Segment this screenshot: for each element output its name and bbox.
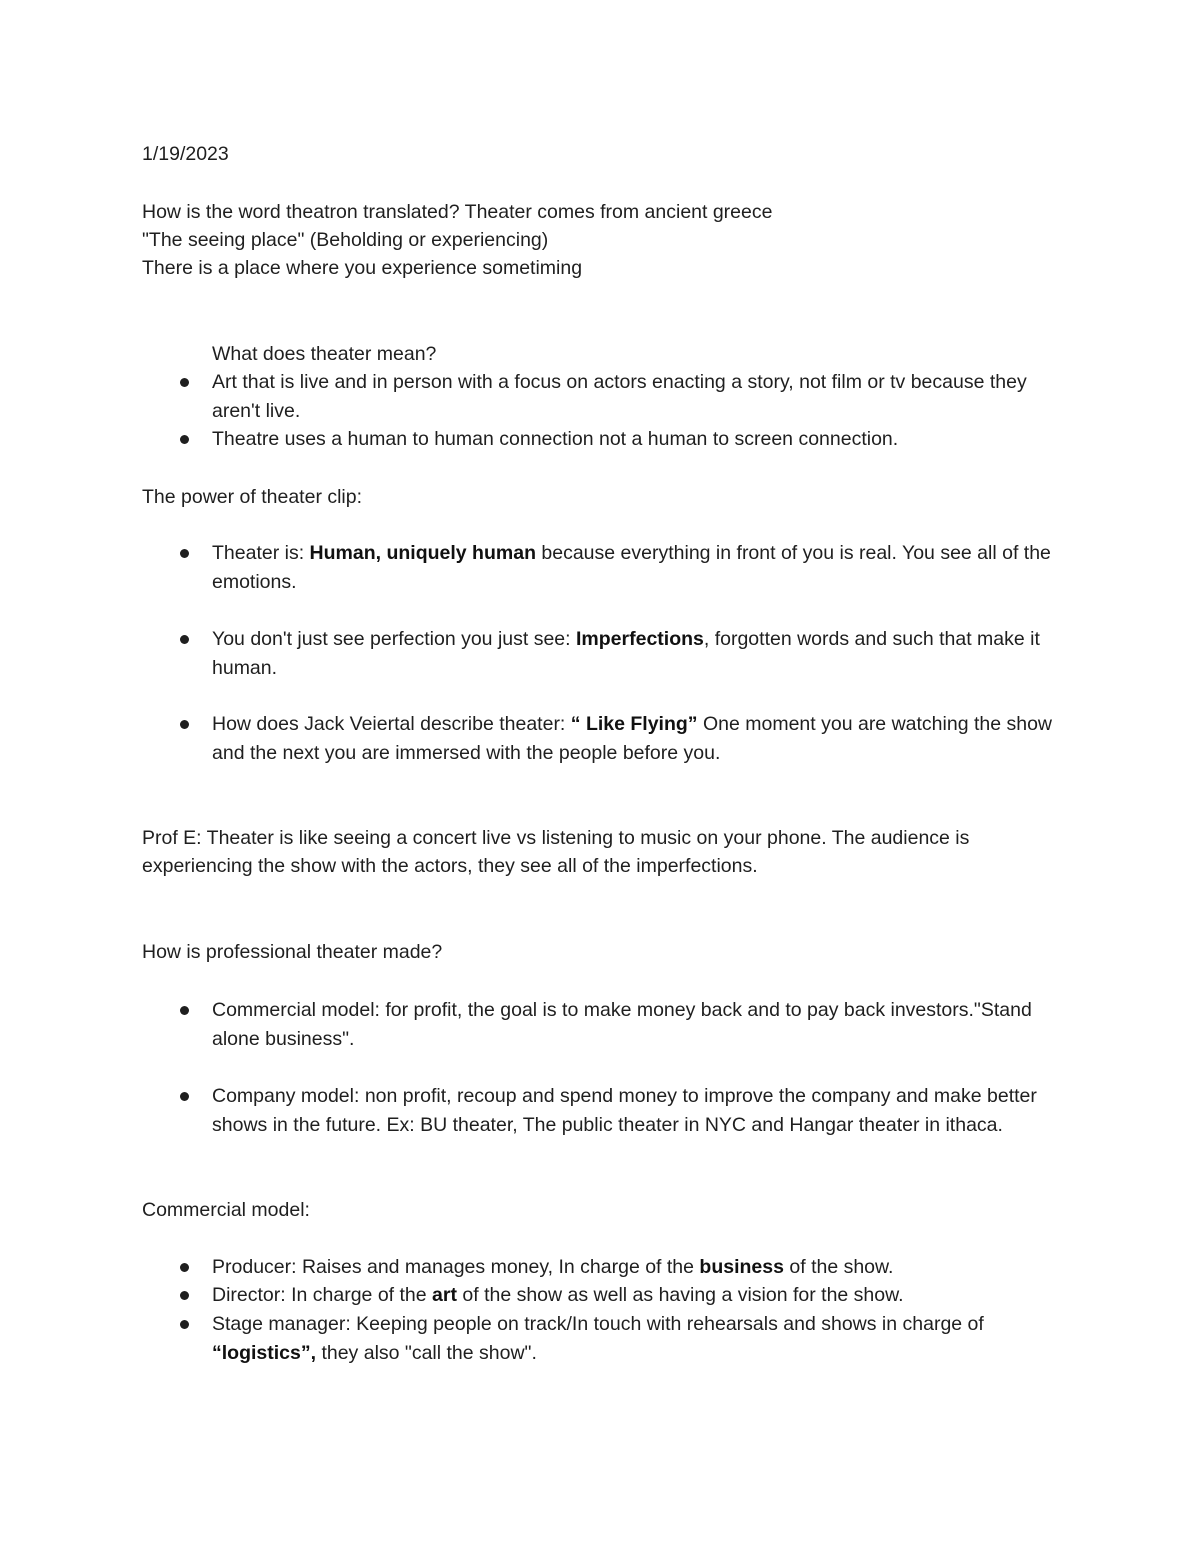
meaning-heading: What does theater mean?	[212, 343, 437, 365]
commercial-heading: Commercial model:	[142, 1199, 310, 1221]
bullet-icon	[180, 1263, 189, 1272]
meaning-item-2: Theatre uses a human to human connection not a human to screen connection.	[212, 428, 899, 450]
prof-line-2: experiencing the show with the actors, they see all of the imperfections.	[142, 855, 758, 877]
intro-line-3: There is a place where you experience sometiming	[142, 257, 583, 279]
prof-line-1: Prof E: Theater is like seeing a concert live vs listening to music on your phone. The audience is	[142, 827, 970, 849]
commercial-item-2: Director: In charge of the art of the show as well as having a vision for the show.	[212, 1284, 904, 1306]
bullet-icon	[180, 1320, 189, 1329]
intro-line-1: How is the word theatron translated? Theater comes from ancient greece	[142, 201, 773, 223]
commercial-item-3: Stage manager: Keeping people on track/In touch with rehearsals and shows in charge of “logistics”, they also "call the show".	[212, 1313, 984, 1364]
professional-item-1: Commercial model: for profit, the goal is to make money back and to pay back investors."Stand alone business".	[212, 999, 1032, 1050]
professional-item-2: Company model: non profit, recoup and spend money to improve the company and make better shows in the future. Ex: BU theater, The public theater in NYC and Hangar theater in ithaca.	[212, 1085, 1037, 1136]
bullet-icon	[180, 549, 189, 558]
power-heading: The power of theater clip:	[142, 486, 363, 508]
bullet-icon	[180, 378, 189, 387]
bullet-icon	[180, 435, 189, 444]
bullet-icon	[180, 635, 189, 644]
power-item-2: You don't just see perfection you just see: Imperfections, forgotten words and such that make it human.	[212, 628, 1040, 679]
power-item-3: How does Jack Veiertal describe theater: “ Like Flying” One moment you are watching the show and the next you are immersed with the people before you.	[212, 713, 1052, 764]
bullet-icon	[180, 1092, 189, 1101]
bullet-icon	[180, 1006, 189, 1015]
date-line: 1/19/2023	[142, 143, 229, 165]
commercial-item-1: Producer: Raises and manages money, In charge of the business of the show.	[212, 1256, 894, 1278]
intro-line-2: "The seeing place" (Beholding or experiencing)	[142, 229, 549, 251]
bullet-icon	[180, 1291, 189, 1300]
professional-heading: How is professional theater made?	[142, 941, 443, 963]
meaning-item-1: Art that is live and in person with a focus on actors enacting a story, not film or tv because they aren't live.	[212, 371, 1027, 422]
power-item-1: Theater is: Human, uniquely human because everything in front of you is real. You see all of the emotions.	[212, 542, 1051, 593]
bullet-icon	[180, 720, 189, 729]
